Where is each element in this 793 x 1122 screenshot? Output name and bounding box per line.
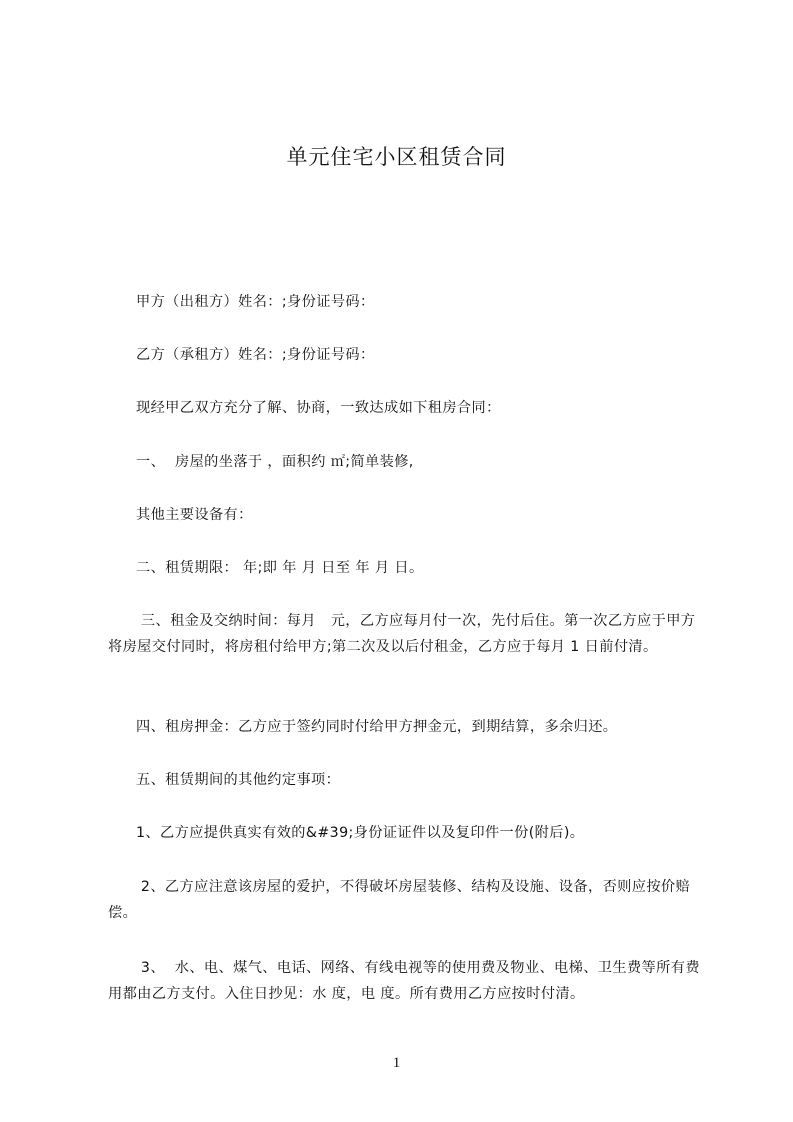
clause-2-term: 二、租赁期限： 年;即 年 月 日至 年 月 日。 [136, 560, 424, 576]
party-b-line: 乙方（承租方）姓名：;身份证号码： [136, 347, 375, 363]
party-a-line: 甲方（出租方）姓名：;身份证号码： [136, 294, 375, 310]
page-number: 1 [392, 1055, 401, 1071]
clause-5-item-1: 1、乙方应提供真实有效的&#39;身份证证件以及复印件一份(附后)。 [136, 825, 585, 841]
clause-5-item-3: 3、 水、电、煤气、电话、网络、有线电视等的使用费及物业、电梯、卫生费等所有费用都由乙方支付。入住日抄见：水 度，电 度。所有费用乙方应按时付清。 [108, 960, 700, 1002]
clause-3-rent: 三、租金及交纳时间：每月 元，乙方应每月付一次，先付后住。第一次乙方应于甲方将房屋交付同时，将房租付给甲方;第二次及以后付租金，乙方应于每月 1 日前付清。 [108, 613, 696, 655]
clause-1-location: 一、 房屋的坐落于 ，面积约 ㎡;简单装修, [136, 454, 414, 470]
clause-1-equipment: 其他主要设备有： [136, 507, 253, 523]
clause-5-item-2: 2、乙方应注意该房屋的爱护，不得破坏房屋装修、结构及设施、设备，否则应按价赔偿。 [108, 879, 691, 921]
clause-5-heading: 五、租赁期间的其他约定事项： [136, 772, 341, 788]
clause-4-deposit: 四、租房押金：乙方应于签约同时付给甲方押金元，到期结算，多余归还。 [136, 719, 618, 735]
document-title: 单元住宅小区租赁合同 [286, 145, 507, 169]
agreement-intro: 现经甲乙双方充分了解、协商，一致达成如下租房合同： [136, 400, 501, 416]
